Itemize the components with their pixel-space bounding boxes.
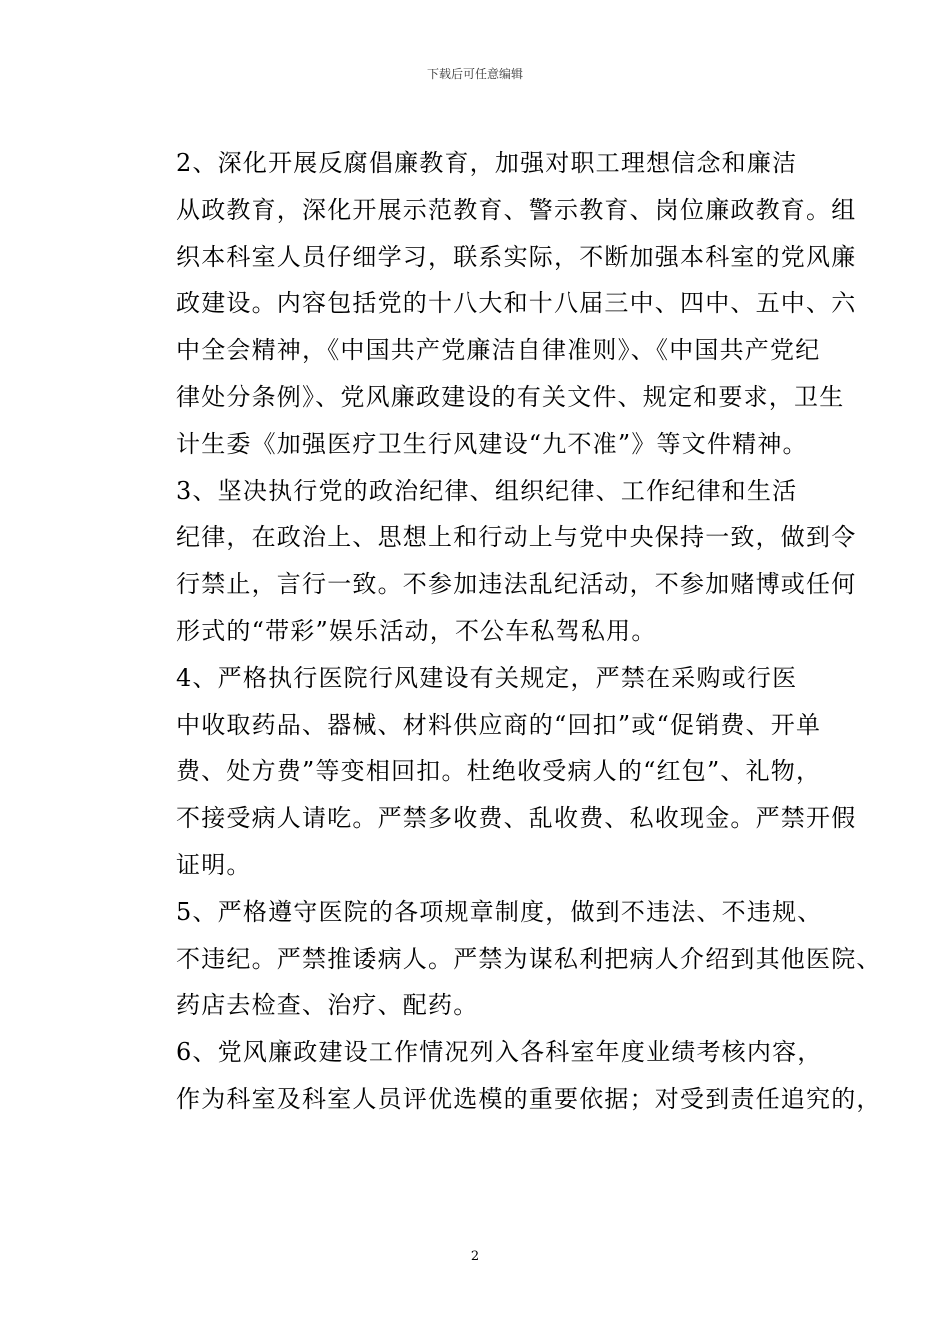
page-number: 2 [470,1249,480,1264]
paragraph-item-2 [128,140,857,468]
document-body [128,140,882,1123]
text-line: 行禁止，言行一致。不参加违法乱纪活动，不参加赌博或任何 [176,570,857,599]
text-line: 中全会精神，《中国共产党廉洁自律准则》、《中国共产党纪 [176,336,821,365]
text-line: 不接受病人请吃。严禁多收费、乱收费、私收现金。严禁开假 [176,804,857,833]
text-line: 2、深化开展反腐倡廉教育，加强对职工理想信念和廉洁 [176,149,798,177]
text-line: 中收取药品、器械、材料供应商的“回扣”或“促销费、开单 [176,710,822,739]
text-line: 形式的“带彩”娱乐活动，不公车私驾私用。 [176,616,657,645]
page-header: 下载后可任意编辑 [426,67,523,81]
text-line: 纪律，在政治上、思想上和行动上与党中央保持一致，做到令 [176,523,857,552]
text-line: 3、坚决执行党的政治纪律、组织纪律、工作纪律和生活 [176,476,798,505]
paragraph-item-3 [128,468,857,655]
text-line: 政建设。内容包括党的十八大和十八届三中、四中、五中、六 [176,289,857,318]
text-line: 从政教育，深化开展示范教育、警示教育、岗位廉政教育。组 [176,195,857,224]
text-line: 费、处方费”等变相回扣。杜绝收受病人的“红包”、礼物， [176,757,822,786]
text-line: 计生委《加强医疗卫生行风建设“九不准”》等文件精神。 [176,429,808,458]
text-line: 4、严格执行医院行风建设有关规定，严禁在采购或行医 [176,663,798,692]
paragraph-item-4 [128,655,857,889]
text-line: 不违纪。严禁推诿病人。严禁为谋私利把病人介绍到其他医院、 [176,944,882,973]
text-line: 律处分条例》、党风廉政建设的有关文件、规定和要求，卫生 [176,382,845,411]
paragraph-item-5 [128,889,882,1029]
text-line: 证明。 [176,850,252,879]
text-line: 作为科室及科室人员评优选模的重要依据；对受到责任追究的， [176,1084,882,1113]
text-line: 5、严格遵守医院的各项规章制度，做到不违法、不违规、 [176,897,823,926]
paragraph-item-6 [128,1029,882,1123]
text-line: 织本科室人员仔细学习，联系实际，不断加强本科室的党风廉 [176,242,857,271]
text-line: 药店去检查、治疗、配药。 [176,991,479,1020]
text-line: 6、党风廉政建设工作情况列入各科室年度业绩考核内容， [176,1038,823,1067]
